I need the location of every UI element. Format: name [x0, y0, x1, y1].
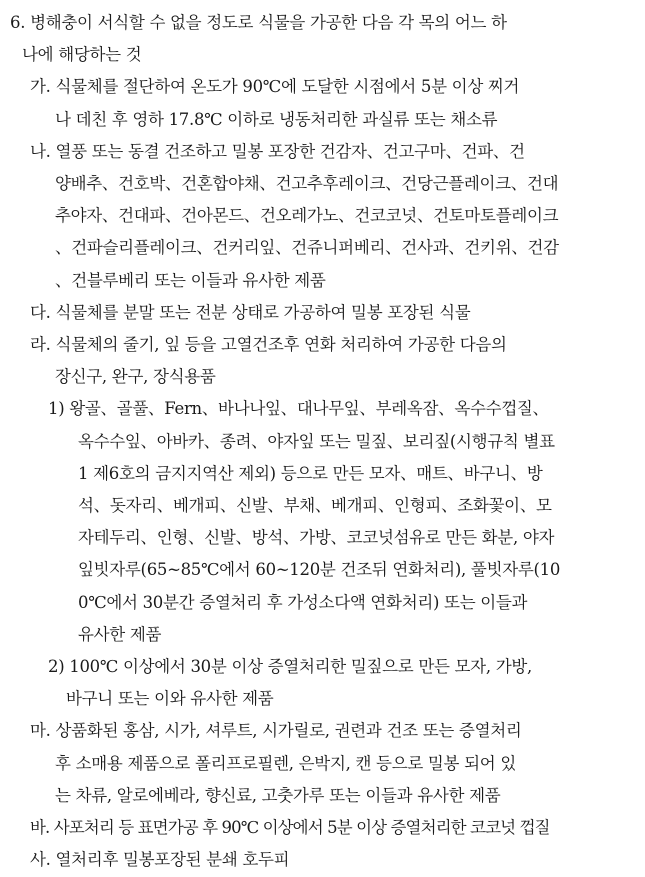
subitem-1-line-6: 잎빗자루(65~85℃에서 60~120분 건조뒤 연화처리), 풀빗자루(10: [78, 560, 561, 580]
subitem-1-line-7: 0℃에서 30분간 증열처리 후 가성소다액 연화처리) 또는 이들과: [78, 592, 528, 612]
subitem-1-line-5: 자테두리、인형、신발、방석、가방、코코넛섬유로 만든 화분, 야자: [78, 528, 555, 548]
item-ra-line-1: 라. 식물체의 줄기, 잎 등을 고열건조후 연화 처리하여 가공한 다음의: [30, 335, 507, 354]
subitem-1-line-2: 옥수수잎、아바카、종려、야자잎 또는 밀짚、보리짚(시행규칙 별표: [78, 431, 555, 451]
subitem-2-line-1: 2) 100℃ 이상에서 30분 이상 증열처리한 밀짚으로 만든 모자, 가방,: [48, 657, 532, 676]
subitem-2-line-2: 바구니 또는 이와 유사한 제품: [66, 689, 274, 709]
item-ga-line-1: 가. 식물체를 절단하여 온도가 90℃에 도달한 시점에서 5분 이상 찌거: [30, 77, 520, 97]
item-ra-line-2: 장신구, 완구, 장식용품: [55, 367, 216, 387]
item-sa-line-1: 사. 열처리후 밀봉포장된 분쇄 호두피: [30, 850, 290, 870]
item-ma-line-1: 마. 상품화된 홍삼, 시가, 셔루트, 시가릴로, 권련과 건조 또는 증열처리: [30, 721, 522, 741]
item-na-line-1: 나. 열풍 또는 동결 건조하고 밀봉 포장한 건감자、건고구마、건파、건: [30, 141, 525, 161]
subitem-1-line-8: 유사한 제품: [78, 624, 162, 644]
subitem-1-line-1: 1) 왕골、골풀、Fern、바나나잎、대나무잎、부레옥잠、옥수수껍질、: [48, 399, 549, 419]
item-ba-line-1: 바. 사포처리 등 표면가공 후 90℃ 이상에서 5분 이상 증열처리한 코코넛 껍질: [30, 818, 550, 837]
item-na-line-4: 、건파슬리플레이크、건커리잎、건쥬니퍼베리、건사과、건키위、건감: [55, 238, 559, 258]
item-na-line-5: 、건블루베리 또는 이들과 유사한 제품: [55, 270, 326, 290]
item-da-line-1: 다. 식물체를 분말 또는 전분 상태로 가공하여 밀봉 포장된 식물: [30, 302, 471, 322]
subitem-1-line-4: 석、돗자리、베개피、신발、부채、베개피、인형피、조화꽃이、모: [78, 496, 552, 515]
item-na-line-3: 추야자、건대파、건아몬드、건오레가노、건코코넛、건토마토플레이크: [55, 206, 559, 226]
item-ga-line-2: 나 데친 후 영하 17.8℃ 이하로 냉동처리한 과실류 또는 채소류: [55, 109, 498, 129]
item-na-line-2: 양배추、건호박、건혼합야채、건고추후레이크、건당근플레이크、건대: [55, 174, 559, 193]
item-ma-line-2: 후 소매용 제품으로 폴리프로필렌, 은박지, 캔 등으로 밀봉 되어 있: [55, 753, 517, 773]
subitem-1-line-3: 1 제6호의 금지지역산 제외) 등으로 만든 모자、매트、바구니、방: [78, 463, 543, 483]
item-ma-line-3: 는 차류, 알로에베라, 향신료, 고춧가루 또는 이들과 유사한 제품: [55, 785, 501, 805]
section-title-line-2: 나에 해당하는 것: [22, 45, 142, 65]
section-title-line-1: 6. 병해충이 서식할 수 없을 정도로 식물을 가공한 다음 각 목의 어느 하: [10, 13, 507, 32]
